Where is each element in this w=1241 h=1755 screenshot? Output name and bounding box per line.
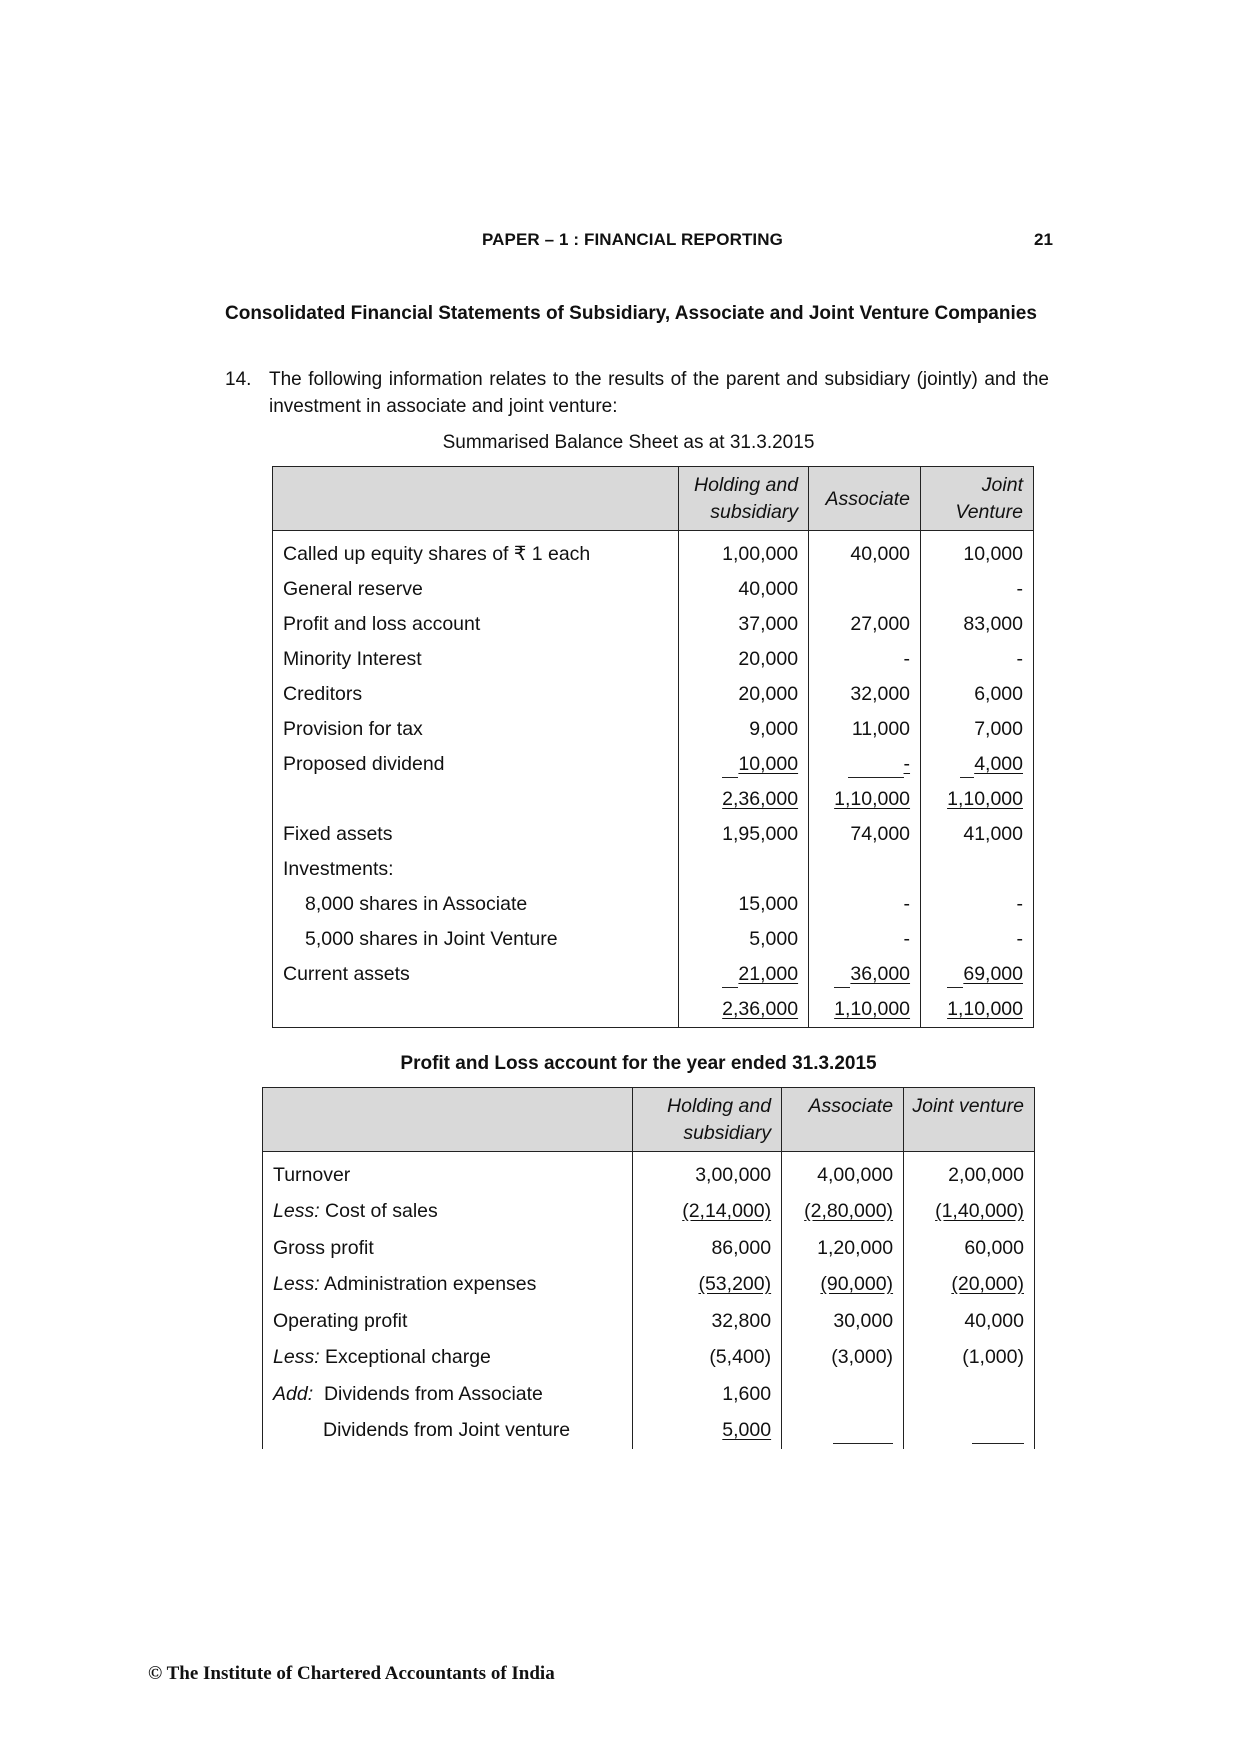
blank-rule [972, 1421, 1024, 1444]
row-label [263, 1303, 633, 1340]
column-header: Holding and subsidiary [679, 467, 809, 531]
cell-value: 32,000 [809, 677, 921, 712]
cell-value [904, 1267, 1035, 1304]
table-row [273, 922, 1034, 957]
cell-value [782, 1194, 904, 1231]
table-row [273, 572, 1034, 607]
row-label: Proposed dividend [283, 753, 445, 775]
row-label-text: Turnover [273, 1163, 351, 1186]
row-label-text: Dividends from Joint venture [323, 1419, 571, 1442]
cell-value: 86,000 [633, 1230, 782, 1267]
label-column-header [263, 1088, 633, 1152]
underlined-value: 4,000 [974, 753, 1023, 775]
total-value: 1,10,000 [834, 998, 911, 1020]
row-label: General reserve [283, 578, 423, 600]
cell-value [679, 852, 809, 887]
balance-sheet-caption: Summarised Balance Sheet as at 31.3.2015 [442, 432, 815, 453]
question-text: The following information relates to the results of the parent and subsidiary (jointly) and the investment in associate and joint venture: [269, 369, 1049, 417]
cell-value: 41,000 [921, 817, 1034, 852]
column-header: Joint venture [904, 1088, 1035, 1152]
row-label [263, 1194, 633, 1231]
cell-value [904, 1376, 1035, 1413]
cell-value: 7,000 [921, 712, 1034, 747]
cell-value: 1,20,000 [782, 1230, 904, 1267]
column-header: Joint Venture [921, 467, 1034, 531]
table-row-total [273, 992, 1034, 1028]
total-value: 1,10,000 [834, 788, 911, 810]
cell-value: 30,000 [782, 1303, 904, 1340]
row-label-text: Exceptional charge [325, 1346, 491, 1369]
cell-value: 1,600 [633, 1376, 782, 1413]
table-row [273, 887, 1034, 922]
column-header: Associate [782, 1088, 904, 1152]
row-label [263, 1413, 633, 1450]
row-label-text: Dividends from Associate [323, 1382, 543, 1405]
column-header: Associate [809, 467, 921, 531]
underlined-value: 69,000 [963, 963, 1023, 985]
table-row [273, 607, 1034, 642]
page-number: 21 [1034, 230, 1053, 249]
cell-value: 2,00,000 [904, 1152, 1035, 1194]
cell-value: 20,000 [679, 642, 809, 677]
row-label: 8,000 shares in Associate [305, 893, 528, 915]
total-value: 1,10,000 [947, 788, 1023, 810]
label-column-header [273, 467, 679, 531]
cell-value: 11,000 [809, 712, 921, 747]
cell-value [921, 747, 1034, 782]
cell-value [679, 782, 809, 817]
cell-value: 6,000 [921, 677, 1034, 712]
row-label: Called up equity shares of ₹ 1 each [283, 543, 591, 565]
cell-value [782, 1413, 904, 1450]
row-label: Fixed assets [283, 823, 393, 845]
table-row [263, 1303, 1035, 1340]
cell-value: 40,000 [809, 531, 921, 573]
row-prefix: Less: [273, 1346, 320, 1369]
row-label: Provision for tax [283, 718, 423, 740]
row-label: Minority Interest [283, 648, 422, 670]
underlined-value: (2,14,000) [682, 1200, 772, 1223]
row-label-text: Administration expenses [323, 1273, 537, 1296]
row-label [263, 1152, 633, 1194]
cell-value [921, 782, 1034, 817]
running-header [0, 230, 1241, 254]
underlined-value: (1,40,000) [935, 1200, 1024, 1223]
underlined-value: 5,000 [722, 1419, 772, 1442]
underlined-value: (90,000) [820, 1273, 894, 1296]
cell-value [904, 1194, 1035, 1231]
cell-value: (5,400) [633, 1340, 782, 1377]
cell-value [633, 1413, 782, 1450]
table-row [263, 1230, 1035, 1267]
table-row [273, 677, 1034, 712]
total-value: 2,36,000 [722, 788, 799, 810]
cell-value [904, 1413, 1035, 1450]
question-number: 14. [225, 369, 252, 390]
row-label-text: Gross profit [273, 1236, 374, 1259]
cell-value: 3,00,000 [633, 1152, 782, 1194]
underlined-value: - [903, 753, 911, 775]
cell-value: 15,000 [679, 887, 809, 922]
paper-title: PAPER – 1 : FINANCIAL REPORTING [482, 230, 783, 249]
copyright-footer: © The Institute of Chartered Accountants of India [148, 1663, 555, 1684]
cell-value [809, 957, 921, 992]
balance-sheet-table [272, 466, 1034, 1028]
row-label: Current assets [283, 963, 410, 985]
row-label: Profit and loss account [283, 613, 481, 635]
cell-value [782, 1376, 904, 1413]
table-row [273, 957, 1034, 992]
underlined-value: 21,000 [738, 963, 799, 985]
table-row [263, 1194, 1035, 1231]
underlined-value: (2,80,000) [804, 1200, 894, 1223]
column-header: Holding and subsidiary [633, 1088, 782, 1152]
table-row [263, 1267, 1035, 1304]
underlined-value: (20,000) [951, 1273, 1024, 1296]
table-row [263, 1376, 1035, 1413]
cell-value: 60,000 [904, 1230, 1035, 1267]
cell-value [679, 747, 809, 782]
row-label [263, 1340, 633, 1377]
total-value: 2,36,000 [722, 998, 799, 1020]
row-label-text: Operating profit [273, 1309, 408, 1332]
cell-value: 5,000 [679, 922, 809, 957]
cell-value [679, 992, 809, 1028]
cell-value [809, 852, 921, 887]
table-row-total [273, 782, 1034, 817]
cell-value: 10,000 [921, 531, 1034, 573]
cell-value [782, 1267, 904, 1304]
profit-loss-table [262, 1087, 1035, 1449]
table-row [273, 747, 1034, 782]
row-label [263, 1267, 633, 1304]
cell-value [809, 572, 921, 607]
table-header-row [263, 1088, 1035, 1152]
cell-value: - [809, 887, 921, 922]
cell-value: 27,000 [809, 607, 921, 642]
cell-value: 40,000 [904, 1303, 1035, 1340]
total-value: 1,10,000 [947, 998, 1023, 1020]
cell-value: (3,000) [782, 1340, 904, 1377]
cell-value [809, 782, 921, 817]
row-label-text: Cost of sales [325, 1200, 438, 1223]
cell-value: - [921, 642, 1034, 677]
cell-value: 9,000 [679, 712, 809, 747]
profit-loss-caption: Profit and Loss account for the year ended 31.3.2015 [400, 1053, 877, 1074]
table-row [273, 642, 1034, 677]
underlined-value: 36,000 [850, 963, 911, 985]
row-label [263, 1230, 633, 1267]
row-label [273, 782, 679, 817]
cell-value: 32,800 [633, 1303, 782, 1340]
cell-value [921, 992, 1034, 1028]
cell-value: 83,000 [921, 607, 1034, 642]
cell-value: - [921, 572, 1034, 607]
cell-value: 40,000 [679, 572, 809, 607]
table-row [263, 1413, 1035, 1450]
row-label: Investments: [283, 858, 394, 880]
section-heading: Consolidated Financial Statements of Subsidiary, Associate and Joint Venture Companies [225, 303, 1037, 324]
cell-value: 4,00,000 [782, 1152, 904, 1194]
cell-value [921, 957, 1034, 992]
underlined-value: (53,200) [698, 1273, 772, 1296]
table-header-row [273, 467, 1034, 531]
table-row [273, 531, 1034, 573]
underlined-value: 10,000 [738, 753, 799, 775]
cell-value [633, 1267, 782, 1304]
cell-value: - [809, 642, 921, 677]
cell-value: 20,000 [679, 677, 809, 712]
row-prefix: Less: [273, 1273, 320, 1296]
row-label [263, 1376, 633, 1413]
cell-value: 1,00,000 [679, 531, 809, 573]
row-label [273, 992, 679, 1028]
row-label: Creditors [283, 683, 363, 705]
cell-value: - [809, 922, 921, 957]
cell-value: (1,000) [904, 1340, 1035, 1377]
cell-value: - [921, 887, 1034, 922]
cell-value [809, 747, 921, 782]
table-row [273, 712, 1034, 747]
cell-value [633, 1194, 782, 1231]
cell-value: - [921, 922, 1034, 957]
cell-value: 37,000 [679, 607, 809, 642]
table-row [263, 1152, 1035, 1194]
row-prefix: Add: [273, 1382, 314, 1405]
cell-value [921, 852, 1034, 887]
cell-value [679, 957, 809, 992]
cell-value [809, 992, 921, 1028]
row-label: 5,000 shares in Joint Venture [305, 928, 558, 950]
cell-value: 1,95,000 [679, 817, 809, 852]
table-row [273, 852, 1034, 887]
table-row [263, 1340, 1035, 1377]
cell-value: 74,000 [809, 817, 921, 852]
blank-rule [833, 1421, 893, 1444]
table-row [273, 817, 1034, 852]
row-prefix: Less: [273, 1200, 320, 1223]
